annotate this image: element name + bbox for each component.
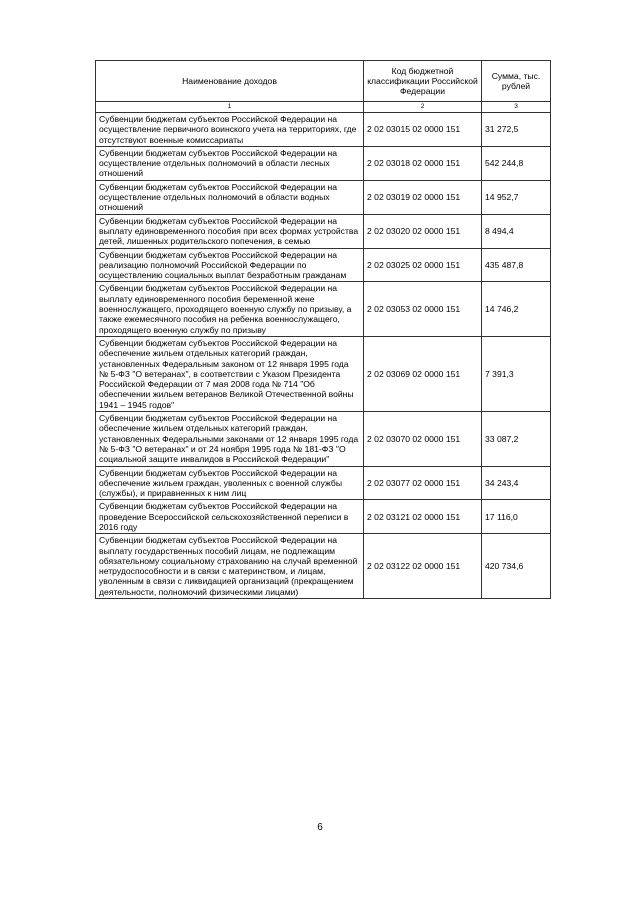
row-amount: 542 244,8 — [482, 146, 551, 180]
row-amount: 435 487,8 — [482, 248, 551, 282]
row-code: 2 02 03053 02 0000 151 — [364, 282, 482, 336]
table-row — [96, 282, 551, 336]
revenue-table — [95, 60, 551, 599]
row-name: Субвенции бюджетам субъектов Российской Федерации на выплату единовременного пособия при всех формах устройства детей, лишенных родительского попечения, в семью — [96, 214, 364, 248]
row-amount: 33 087,2 — [482, 412, 551, 466]
row-amount: 14 952,7 — [482, 180, 551, 214]
row-amount: 17 116,0 — [482, 500, 551, 534]
row-amount: 7 391,3 — [482, 336, 551, 411]
row-code: 2 02 03070 02 0000 151 — [364, 412, 482, 466]
table-row — [96, 248, 551, 282]
row-code: 2 02 03015 02 0000 151 — [364, 113, 482, 147]
row-amount: 31 272,5 — [482, 113, 551, 147]
row-code: 2 02 03019 02 0000 151 — [364, 180, 482, 214]
row-amount: 8 494,4 — [482, 214, 551, 248]
table-row — [96, 214, 551, 248]
table-row — [96, 336, 551, 411]
table-row — [96, 534, 551, 599]
row-code: 2 02 03121 02 0000 151 — [364, 500, 482, 534]
row-name: Субвенции бюджетам субъектов Российской Федерации на обеспечение жильем отдельных категорий граждан, установленных Федеральным законом от 12 января 1995 года № 5-ФЗ "О ветеранах", в соответствии с Указом Президента Российской Федерации от 7 мая 2008 года № 714 "Об обеспечении жильем ветеранов Великой Отечественной войны 1941 – 1945 годов" — [96, 336, 364, 411]
row-code: 2 02 03122 02 0000 151 — [364, 534, 482, 599]
header-amount: Сумма, тыс. рублей — [482, 61, 551, 102]
table-row — [96, 113, 551, 147]
row-name: Субвенции бюджетам субъектов Российской Федерации на обеспечение жильем граждан, уволенных с военной службы (службы), и приравненных к ним лиц — [96, 466, 364, 500]
row-name: Субвенции бюджетам субъектов Российской Федерации на осуществление отдельных полномочий в области лесных отношений — [96, 146, 364, 180]
row-code: 2 02 03020 02 0000 151 — [364, 214, 482, 248]
row-amount: 34 243,4 — [482, 466, 551, 500]
column-number: 3 — [482, 102, 551, 113]
row-name: Субвенции бюджетам субъектов Российской Федерации на выплату государственных пособий лицам, не подлежащим обязательному социальному страхованию на случай временной нетрудоспособности и в связи с материнством, и лицам, уволенным в связи с ликвидацией организаций (прекращением деятельности, полномочий физическими лицами) — [96, 534, 364, 599]
row-name: Субвенции бюджетам субъектов Российской Федерации на осуществление отдельных полномочий в области водных отношений — [96, 180, 364, 214]
row-code: 2 02 03025 02 0000 151 — [364, 248, 482, 282]
row-name: Субвенции бюджетам субъектов Российской Федерации на обеспечение жильем отдельных категорий граждан, установленных Федеральными законами от 12 января 1995 года № 5-ФЗ "О ветеранах" и от 24 ноября 1995 года № 181-ФЗ "О социальной защите инвалидов в Российской Федерации" — [96, 412, 364, 466]
row-name: Субвенции бюджетам субъектов Российской Федерации на выплату единовременного пособия беременной жене военнослужащего, проходящего военную службу по призыву, а также ежемесячного пособия на ребенка военнослужащего, проходящего военную службу по призыву — [96, 282, 364, 336]
table-row — [96, 180, 551, 214]
row-name: Субвенции бюджетам субъектов Российской Федерации на осуществление первичного воинского учета на территориях, где отсутствуют военные комиссариаты — [96, 113, 364, 147]
header-code: Код бюджетной классификации Российской Федерации — [364, 61, 482, 102]
table-header-row — [96, 61, 551, 102]
table-row — [96, 500, 551, 534]
table-row — [96, 466, 551, 500]
row-code: 2 02 03077 02 0000 151 — [364, 466, 482, 500]
column-number-row — [96, 102, 551, 113]
row-name: Субвенции бюджетам субъектов Российской Федерации на проведение Всероссийской сельскохозяйственной переписи в 2016 году — [96, 500, 364, 534]
row-name: Субвенции бюджетам субъектов Российской Федерации на реализацию полномочий Российской Федерации по осуществлению социальных выплат безработным гражданам — [96, 248, 364, 282]
row-code: 2 02 03069 02 0000 151 — [364, 336, 482, 411]
row-amount: 14 746,2 — [482, 282, 551, 336]
column-number: 1 — [96, 102, 364, 113]
header-name: Наименование доходов — [96, 61, 364, 102]
page-number: 6 — [317, 822, 323, 833]
column-number: 2 — [364, 102, 482, 113]
row-code: 2 02 03018 02 0000 151 — [364, 146, 482, 180]
table-row — [96, 146, 551, 180]
row-amount: 420 734,6 — [482, 534, 551, 599]
table-row — [96, 412, 551, 466]
